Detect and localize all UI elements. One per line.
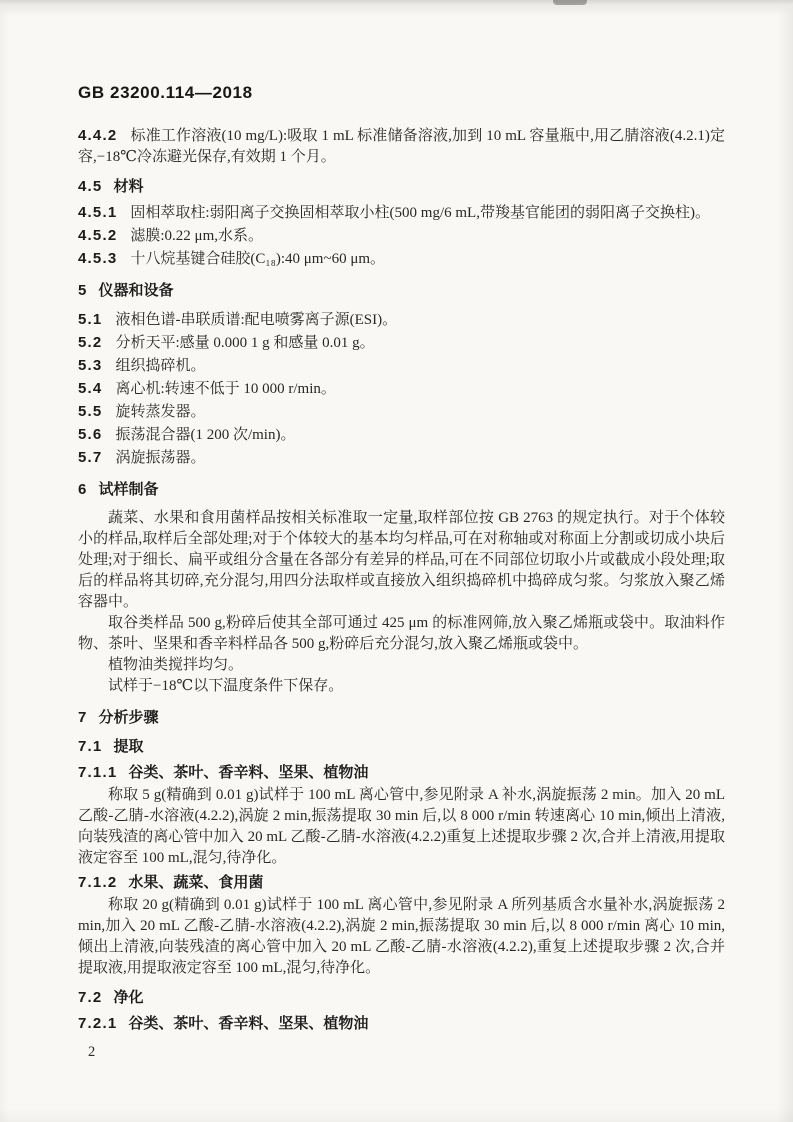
clause-text: 液相色谱-串联质谱:配电喷雾离子源(ESI)。 — [115, 312, 398, 328]
clause-4.5.3 — [78, 248, 725, 270]
clause-number: 5.5 — [78, 403, 103, 420]
clause-number: 7.1.2 — [78, 874, 118, 891]
clause-text: 组织捣碎机。 — [115, 358, 206, 374]
paragraph: 称取 20 g(精确到 0.01 g)试样于 100 mL 离心管中,参见附录 A 所列基质含水量补水,涡旋振荡 2 min,加入 20 mL 乙酸-乙腈-水溶液(4.2.2),涡旋 2 min,振荡提取 30 min 后,以 8 000 r/min 离心 10 min,倾出上清液,向装残渣的离心管中加入 20 mL 乙酸-乙腈-水溶液(4.2.2),重复上述提取步骤 2 次,合并提取液,用提取液定容至 100 mL,混匀,待净化。 — [78, 897, 725, 976]
clause-number: 4.5.1 — [78, 204, 118, 221]
heading-7 — [78, 707, 725, 728]
clause-number: 5.7 — [78, 449, 103, 466]
clause-number: 5 — [78, 282, 88, 299]
clause-number: 5.2 — [78, 334, 103, 351]
clause-number: 7.2 — [78, 989, 103, 1006]
clause-number: 7.2.1 — [78, 1015, 118, 1032]
clause-5.3 — [78, 355, 725, 377]
heading-text: 净化 — [113, 989, 144, 1006]
clause-number: 4.4.2 — [78, 127, 118, 144]
heading-text: 谷类、茶叶、香辛料、坚果、植物油 — [128, 1015, 369, 1032]
heading-text: 谷类、茶叶、香辛料、坚果、植物油 — [128, 764, 369, 781]
clause-number: 5.3 — [78, 357, 103, 374]
clause-number: 7.1 — [78, 738, 103, 755]
clause-text: 涡旋振荡器。 — [115, 450, 206, 466]
document-body — [78, 125, 725, 1034]
clause-number: 5.4 — [78, 380, 103, 397]
clause-5.4 — [78, 378, 725, 400]
heading-5 — [78, 280, 725, 301]
heading-7.1.1 — [78, 762, 725, 783]
clause-text: 标准工作溶液(10 mg/L):吸取 1 mL 标准储备溶液,加到 10 mL 容量瓶中,用乙腈溶液(4.2.1)定容,−18℃冷冻避光保存,有效期 1 个月。 — [78, 128, 725, 165]
heading-7.2 — [78, 987, 725, 1008]
clause-5.2 — [78, 332, 725, 354]
clause-5.7 — [78, 447, 725, 469]
clause-text: 离心机:转速不低于 10 000 r/min。 — [115, 381, 336, 397]
heading-7.1.2 — [78, 872, 725, 893]
standard-code: GB 23200.114—2018 — [78, 83, 253, 102]
clause-5.1 — [78, 309, 725, 331]
heading-text: 提取 — [113, 738, 144, 755]
clause-4.5.1 — [78, 202, 725, 224]
clause-number: 4.5.2 — [78, 227, 118, 244]
heading-7.1 — [78, 736, 725, 757]
clause-number: 7 — [78, 709, 88, 726]
clause-5.6 — [78, 424, 725, 446]
paragraph: 蔬菜、水果和食用菌样品按相关标准取一定量,取样部位按 GB 2763 的规定执行。对于个体较小的样品,取样后全部处理;对于个体较大的基本均匀样品,可在对称轴或对称面上分割或切成小块后处理;对于细长、扁平或组分含量在各部分有差异的样品,可在不同部位切取小片或截成小段处理;取后的样品将其切碎,充分混匀,用四分法取样或直接放入组织捣碎机中捣碎成匀浆。匀浆放入聚乙烯容器中。 — [78, 510, 725, 610]
clause-number: 5.1 — [78, 311, 103, 328]
clause-number: 7.1.1 — [78, 764, 118, 781]
clause-text: 十八烷基键合硅胶(C₁₈):40 μm~60 μm。 — [130, 251, 386, 267]
heading-4.5 — [78, 176, 725, 197]
paragraph: 称取 5 g(精确到 0.01 g)试样于 100 mL 离心管中,参见附录 A 补水,涡旋振荡 2 min。加入 20 mL 乙酸-乙腈-水溶液(4.2.2),涡旋 2 min,振荡提取 30 min 后,以 8 000 r/min 转速离心 10 min,倾出上清液,向装残渣的离心管中加入 20 mL 乙酸-乙腈-水溶液(4.2.2)重复上述提取步骤 2 次,合并上清液,用提取液定容至 100 mL,混匀,待净化。 — [78, 787, 725, 866]
clause-number: 6 — [78, 481, 88, 498]
paragraph: 试样于−18℃以下温度条件下保存。 — [108, 678, 344, 694]
heading-text: 仪器和设备 — [98, 282, 174, 299]
clause-text: 旋转蒸发器。 — [115, 404, 206, 420]
clause-number: 5.6 — [78, 426, 103, 443]
clause-number: 4.5 — [78, 178, 103, 195]
clause-4.4.2 — [78, 125, 725, 168]
heading-text: 材料 — [113, 178, 144, 195]
clause-text: 分析天平:感量 0.000 1 g 和感量 0.01 g。 — [115, 335, 375, 351]
clause-number: 4.5.3 — [78, 250, 118, 267]
paragraph: 取谷类样品 500 g,粉碎后使其全部可通过 425 μm 的标准网筛,放入聚乙烯瓶或袋中。取油料作物、茶叶、坚果和香辛料样品各 500 g,粉碎后充分混匀,放入聚乙烯瓶或袋中。 — [78, 615, 725, 652]
clause-text: 固相萃取柱:弱阳离子交换固相萃取小柱(500 mg/6 mL,带羧基官能团的弱阳离子交换柱)。 — [130, 205, 710, 221]
clause-text: 振荡混合器(1 200 次/min)。 — [115, 427, 296, 443]
paragraph: 植物油类搅拌均匀。 — [108, 657, 244, 673]
clause-text: 滤膜:0.22 μm,水系。 — [130, 228, 264, 244]
clause-4.5.2 — [78, 225, 725, 247]
heading-6 — [78, 479, 725, 500]
heading-text: 水果、蔬菜、食用菌 — [128, 874, 264, 891]
clause-5.5 — [78, 401, 725, 423]
heading-7.2.1 — [78, 1013, 725, 1034]
heading-text: 试样制备 — [98, 481, 159, 498]
page-number: 2 — [88, 1044, 96, 1060]
heading-text: 分析步骤 — [98, 709, 159, 726]
